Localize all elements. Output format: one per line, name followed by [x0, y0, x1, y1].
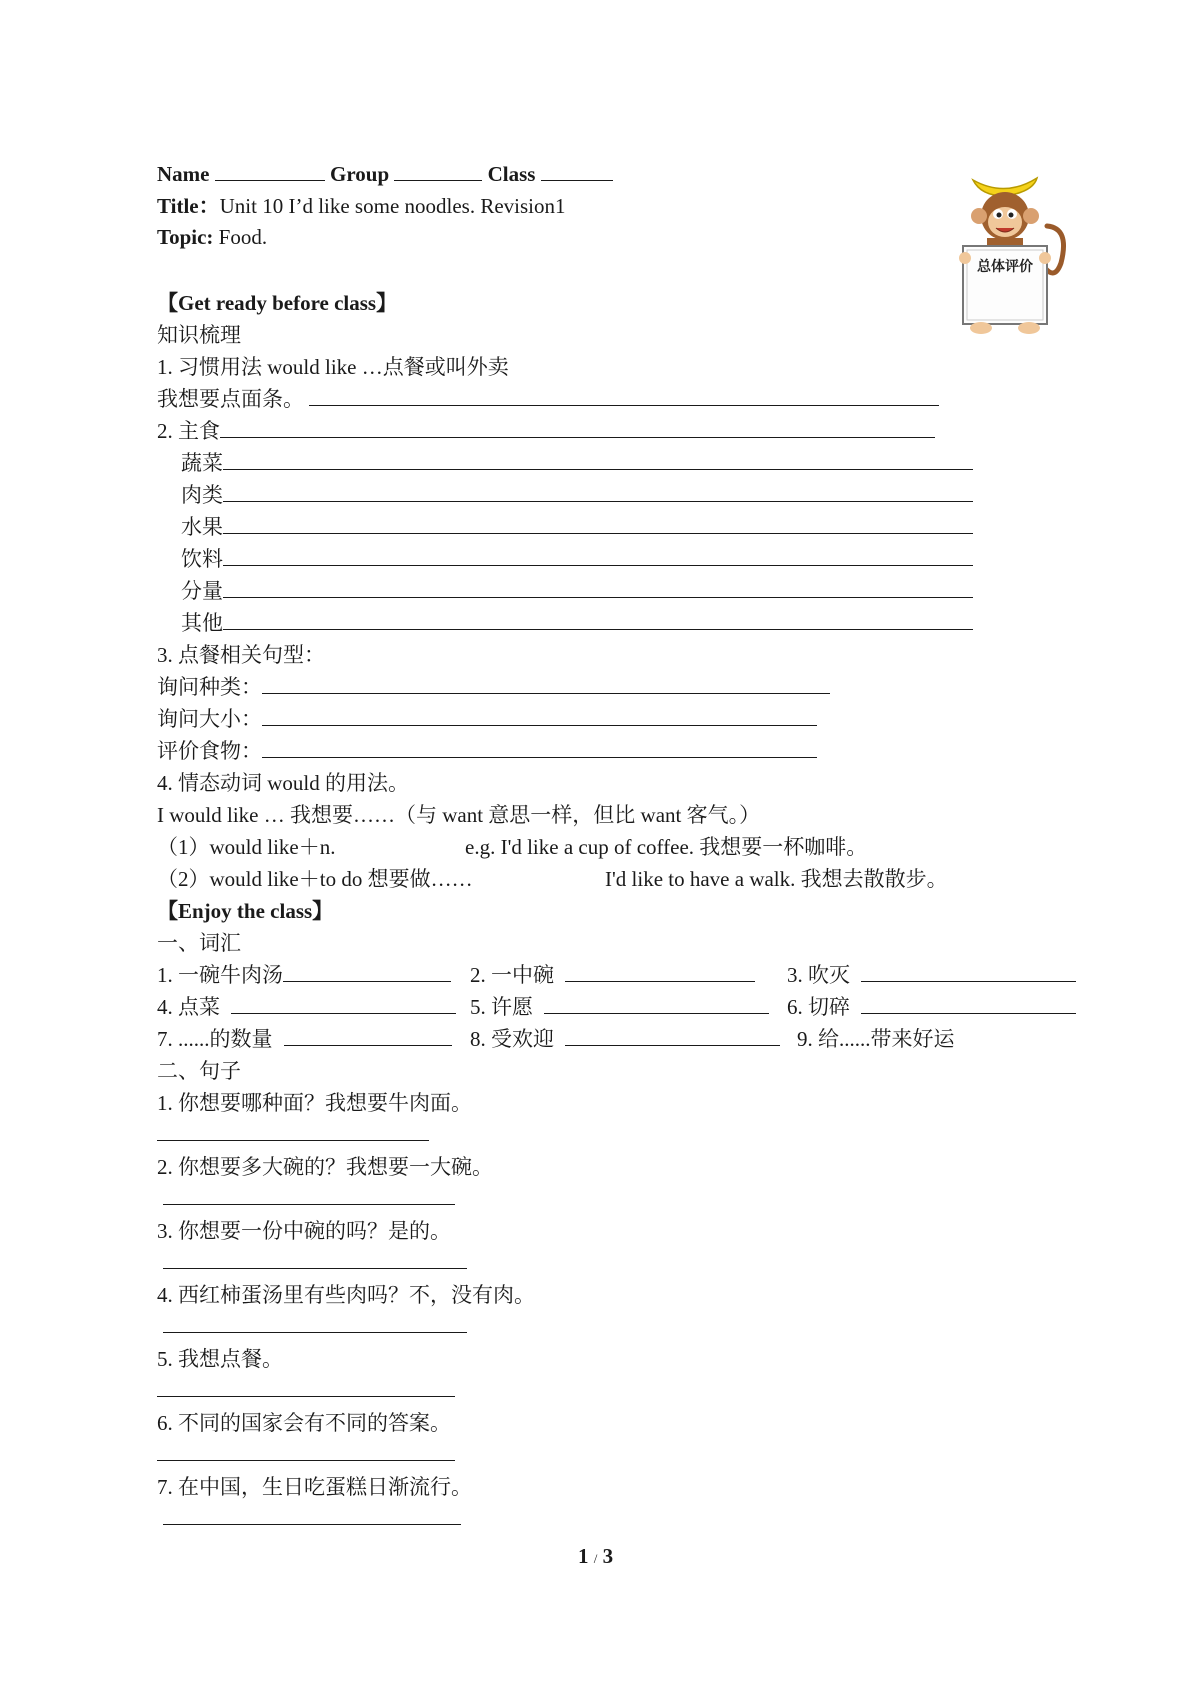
vocab-row [157, 1025, 1097, 1053]
vocab-prompt: 4. 点菜 [157, 995, 220, 1019]
vocab-blank[interactable] [861, 995, 1076, 1014]
sentence-heading: 二、句子 [157, 1059, 241, 1083]
usage-1-example: e.g. I'd like a cup of coffee. 我想要一杯咖啡。 [465, 835, 868, 859]
vocab-item [157, 961, 451, 989]
vocab-blank[interactable] [231, 995, 456, 1014]
item-4: 4. 情态动词 would 的用法。 [157, 771, 409, 795]
title-line [157, 192, 566, 220]
group-label: Group [329, 162, 390, 186]
category-label: 水果 [181, 515, 223, 539]
vocab-blank[interactable] [861, 963, 1076, 982]
vocab-blank[interactable] [565, 1027, 780, 1046]
vocab-prompt: 8. 受欢迎 [470, 1027, 554, 1051]
pattern-line [157, 737, 817, 765]
category-line [181, 577, 973, 605]
item-3: 3. 点餐相关句型： [157, 643, 325, 667]
item-1-example: 我想要点面条。 [157, 387, 304, 411]
usage-2-example: I'd like to have a walk. 我想去散散步。 [605, 867, 948, 891]
sentence-answer-line[interactable] [163, 1331, 467, 1333]
sentence-answer-line[interactable] [163, 1523, 461, 1525]
title-value: Unit 10 I’d like some noodles. Revision1 [219, 194, 566, 218]
vocab-heading: 一、词汇 [157, 931, 241, 955]
pattern-line [157, 705, 817, 733]
sentence-answer-line[interactable] [163, 1267, 467, 1269]
vocab-item [470, 993, 769, 1021]
vocab-item [787, 993, 1076, 1021]
sentence-prompt: 6. 不同的国家会有不同的答案。 [157, 1411, 451, 1435]
pattern-line [157, 673, 830, 701]
student-info-line [157, 160, 613, 188]
staple-food-blank[interactable] [220, 419, 935, 438]
category-blank[interactable] [223, 611, 973, 630]
category-blank[interactable] [223, 515, 973, 534]
category-blank[interactable] [223, 483, 973, 502]
sentence-prompt: 7. 在中国，生日吃蛋糕日渐流行。 [157, 1475, 472, 1499]
category-label: 分量 [181, 579, 223, 603]
topic-value: Food. [218, 225, 268, 249]
pattern-blank[interactable] [262, 739, 817, 758]
name-label: Name [157, 162, 210, 186]
group-blank[interactable] [394, 162, 482, 181]
item-2-line [157, 417, 935, 445]
sentence-prompt: 4. 西红柿蛋汤里有些肉吗？不，没有肉。 [157, 1283, 535, 1307]
category-blank[interactable] [223, 547, 973, 566]
vocab-item [470, 1025, 780, 1053]
vocab-row [157, 993, 1097, 1021]
sentence-answer-line[interactable] [157, 1395, 455, 1397]
item-4-description: I would like … 我想要……（与 want 意思一样，但比 want 客气。） [157, 803, 761, 827]
item-1: 1. 习惯用法 would like …点餐或叫外卖 [157, 355, 509, 379]
pattern-label: 询问大小： [157, 707, 262, 731]
vocab-prompt: 3. 吹灭 [787, 963, 850, 987]
vocab-prompt: 9. 给......带来好运 [797, 1027, 955, 1051]
category-label: 蔬菜 [181, 451, 223, 475]
pattern-blank[interactable] [262, 675, 830, 694]
item-2-label: 2. 主食 [157, 419, 220, 443]
section-get-ready-heading: 【Get ready before class】 [157, 291, 398, 315]
category-blank[interactable] [223, 451, 973, 470]
topic-line [157, 223, 267, 251]
category-label: 饮料 [181, 547, 223, 571]
category-line [181, 449, 973, 477]
evaluation-badge [945, 168, 1070, 338]
topic-label: Topic: [157, 225, 214, 249]
sentence-answer-line[interactable] [163, 1203, 455, 1205]
knowledge-subheading: 知识梳理 [157, 323, 241, 347]
sentence-prompt: 2. 你想要多大碗的？我想要一大碗。 [157, 1155, 493, 1179]
sentence-prompt: 1. 你想要哪种面？我想要牛肉面。 [157, 1091, 472, 1115]
vocab-item [797, 1025, 955, 1053]
vocab-row [157, 961, 1097, 989]
vocab-prompt: 1. 一碗牛肉汤 [157, 963, 283, 987]
vocab-blank[interactable] [544, 995, 769, 1014]
pattern-blank[interactable] [262, 707, 817, 726]
category-blank[interactable] [223, 579, 973, 598]
vocab-item [157, 1025, 452, 1053]
category-line [181, 481, 973, 509]
vocab-item [787, 961, 1076, 989]
category-line [181, 513, 973, 541]
vocab-blank[interactable] [284, 1027, 452, 1046]
page-separator: / [593, 1551, 598, 1566]
sentence-answer-line[interactable] [157, 1139, 429, 1141]
usage-1-label: （1）would like＋n. [157, 835, 336, 859]
name-blank[interactable] [215, 162, 325, 181]
section-enjoy-heading: 【Enjoy the class】 [157, 899, 334, 923]
category-label: 其他 [181, 611, 223, 635]
badge-text: 总体评价 [977, 259, 1033, 275]
page-number [0, 1544, 1191, 1569]
sentence-prompt: 3. 你想要一份中碗的吗？是的。 [157, 1219, 451, 1243]
sentence-prompt: 5. 我想点餐。 [157, 1347, 283, 1371]
sentence-answer-line[interactable] [157, 1459, 455, 1461]
item-1-example-line [157, 385, 939, 413]
category-line [181, 545, 973, 573]
vocab-item [470, 961, 755, 989]
category-line [181, 609, 973, 637]
vocab-prompt: 6. 切碎 [787, 995, 850, 1019]
vocab-prompt: 2. 一中碗 [470, 963, 554, 987]
current-page: 1 [577, 1544, 589, 1568]
vocab-prompt: 7. ......的数量 [157, 1027, 273, 1051]
class-label: Class [487, 162, 536, 186]
title-label: Title： [157, 194, 220, 218]
vocab-prompt: 5. 许愿 [470, 995, 533, 1019]
vocab-blank[interactable] [565, 963, 755, 982]
category-label: 肉类 [181, 483, 223, 507]
usage-2-label: （2）would like＋to do 想要做…… [157, 867, 473, 891]
item-1-answer-blank[interactable] [309, 387, 939, 406]
vocab-item [157, 993, 456, 1021]
total-pages: 3 [602, 1544, 614, 1568]
pattern-label: 询问种类： [157, 675, 262, 699]
monkey-banana-icon [945, 168, 1070, 338]
class-blank[interactable] [541, 162, 613, 181]
pattern-label: 评价食物： [157, 739, 262, 763]
vocab-blank[interactable] [283, 963, 451, 982]
